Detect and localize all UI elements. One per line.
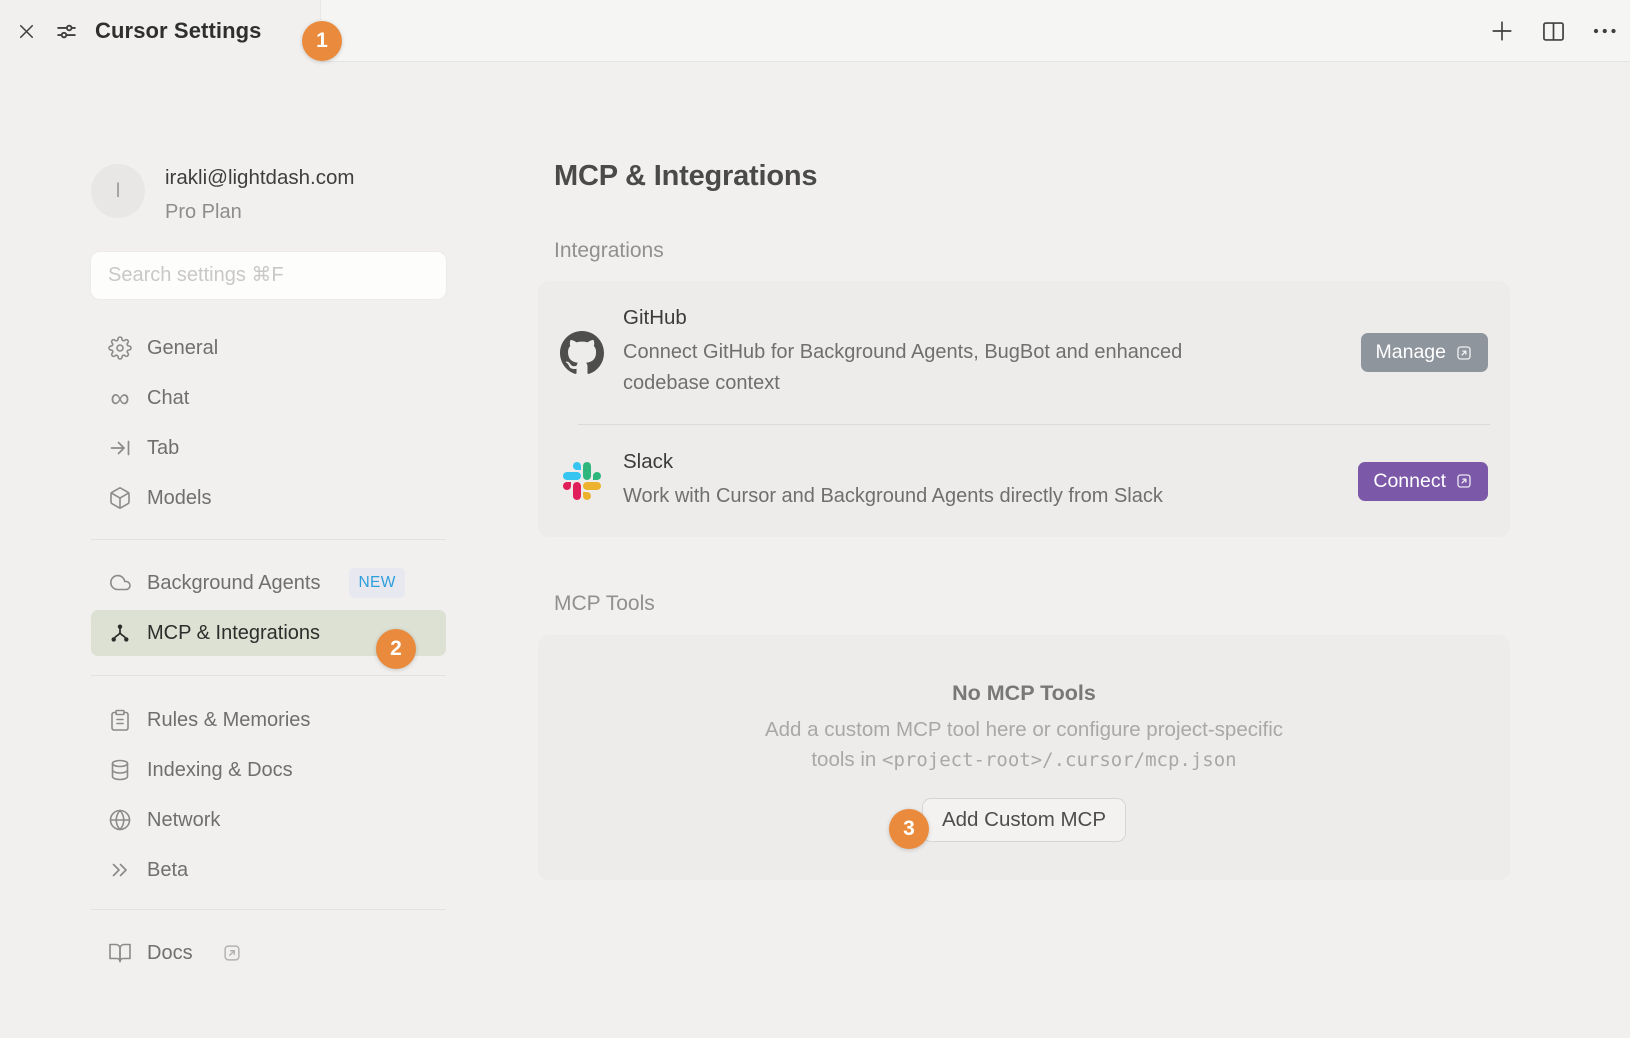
empty-desc-line2-prefix: tools in	[811, 748, 883, 771]
sidebar-item-indexing-docs[interactable]	[91, 745, 446, 795]
connect-button-label: Connect	[1373, 469, 1446, 492]
settings-sliders-icon	[54, 19, 79, 44]
slack-description: Work with Cursor and Background Agents directly from Slack	[623, 485, 1163, 507]
new-badge: NEW	[349, 568, 404, 598]
tab-arrow-icon	[108, 436, 132, 460]
split-editor-icon[interactable]	[1540, 18, 1567, 45]
sidebar-item-label: Beta	[147, 858, 189, 881]
add-custom-mcp-button[interactable]: Add Custom MCP	[922, 798, 1126, 842]
gear-icon	[108, 336, 132, 360]
sidebar-divider	[91, 909, 446, 910]
avatar: I	[91, 164, 145, 218]
sidebar-item-label: Network	[147, 808, 221, 831]
sidebar-item-label: Background Agents	[147, 571, 321, 594]
external-link-icon	[221, 942, 243, 964]
sidebar-item-chat[interactable]	[91, 373, 446, 423]
sidebar-item-label: Models	[147, 486, 212, 509]
mcp-tools-section-label: MCP Tools	[554, 592, 655, 615]
external-link-icon	[1455, 472, 1473, 490]
empty-state-title: No MCP Tools	[952, 681, 1096, 705]
close-icon[interactable]	[15, 20, 38, 43]
slack-title: Slack	[623, 450, 674, 473]
github-description-line1: Connect GitHub for Background Agents, BugBot and enhanced	[623, 341, 1183, 363]
step-badge-2: 2	[376, 629, 416, 669]
book-icon	[108, 941, 132, 965]
sidebar-item-label: Docs	[147, 941, 193, 964]
sidebar-item-label: Tab	[147, 436, 180, 459]
sidebar-item-docs[interactable]	[91, 928, 446, 978]
clipboard-icon	[108, 708, 132, 732]
new-tab-plus-icon[interactable]	[1488, 17, 1516, 45]
more-actions-icon[interactable]	[1591, 16, 1621, 46]
mcp-json-path: <project-root>/.cursor/mcp.json	[882, 749, 1237, 771]
sidebar-item-rules-memories[interactable]	[91, 695, 446, 745]
sidebar-item-label: General	[147, 336, 219, 359]
integrations-card	[538, 281, 1510, 537]
step-badge-3: 3	[889, 809, 929, 849]
sidebar-item-models[interactable]	[91, 473, 446, 523]
cube-icon	[108, 486, 132, 510]
sidebar-item-network[interactable]	[91, 795, 446, 845]
page-title: Cursor Settings	[95, 18, 262, 43]
account-info	[91, 164, 354, 224]
sidebar-item-label: Rules & Memories	[147, 708, 311, 731]
manage-github-button[interactable]	[1361, 333, 1488, 372]
sidebar-divider	[91, 539, 446, 540]
sidebar-item-label: Chat	[147, 386, 190, 409]
empty-state-description	[765, 715, 1283, 775]
chevrons-right-icon	[108, 858, 132, 882]
sidebar-item-beta[interactable]	[91, 845, 446, 895]
globe-icon	[108, 808, 132, 832]
github-description	[623, 337, 1182, 399]
step-badge-1: 1	[302, 21, 342, 61]
sidebar-item-tab[interactable]	[91, 423, 446, 473]
sidebar-item-general[interactable]	[91, 323, 446, 373]
connect-slack-button[interactable]	[1358, 462, 1488, 501]
mcp-tools-card	[538, 635, 1510, 880]
github-description-line2: codebase context	[623, 372, 780, 394]
search-input[interactable]	[91, 252, 446, 299]
infinity-icon: ∞	[110, 383, 130, 413]
account-plan: Pro Plan	[165, 201, 242, 223]
github-integration-row	[538, 281, 1510, 424]
empty-desc-line1: Add a custom MCP tool here or configure project-specific	[764, 718, 1284, 741]
tab-cursor-settings[interactable]	[0, 0, 320, 62]
main-heading: MCP & Integrations	[554, 160, 818, 192]
tab-bar	[0, 0, 1630, 62]
tabstrip-empty-area	[320, 0, 1630, 62]
github-icon	[560, 331, 604, 375]
database-icon	[108, 758, 132, 782]
mcp-network-icon	[108, 621, 132, 645]
sidebar-divider	[91, 675, 446, 676]
sidebar-item-label: MCP & Integrations	[147, 621, 321, 644]
sidebar-item-label: Indexing & Docs	[147, 758, 293, 781]
integrations-section-label: Integrations	[554, 239, 664, 262]
account-email: irakli@lightdash.com	[165, 166, 355, 189]
github-title: GitHub	[623, 306, 687, 329]
manage-button-label: Manage	[1375, 341, 1446, 363]
sidebar-item-background-agents[interactable]	[91, 558, 446, 608]
slack-icon	[560, 462, 604, 500]
external-link-icon	[1455, 344, 1473, 362]
slack-integration-row	[538, 425, 1510, 537]
cloud-icon	[108, 571, 132, 595]
